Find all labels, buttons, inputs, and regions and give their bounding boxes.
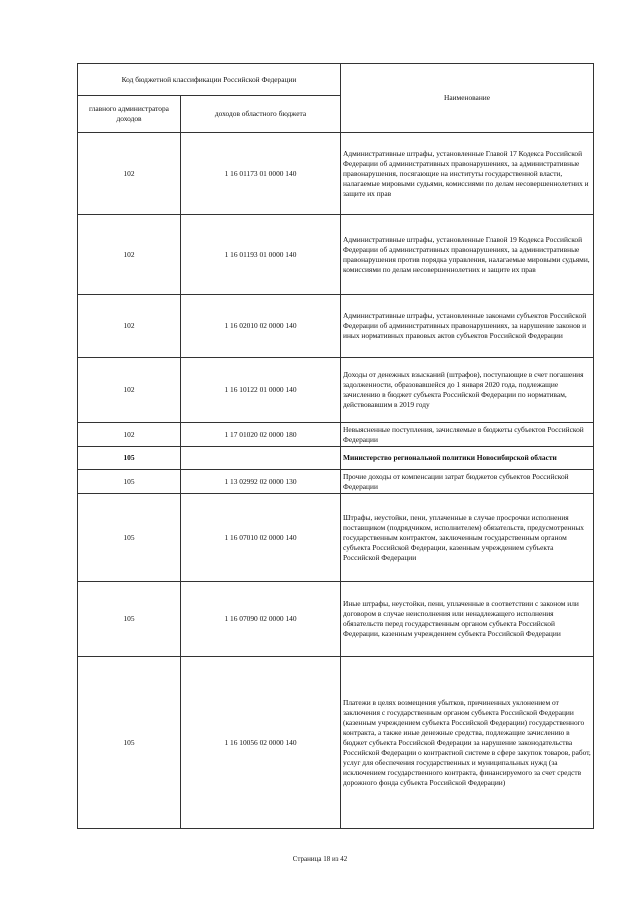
table-row — [78, 358, 594, 423]
table-row — [78, 657, 594, 829]
income-code-cell: 1 16 07090 02 0000 140 — [181, 582, 341, 657]
table-row — [78, 494, 594, 582]
name-cell: Административные штрафы, установленные законами субъектов Российской Федерации об административных правонарушениях, за нарушение законов и иных нормативных правовых актов субъектов Российской Федерации — [341, 295, 594, 358]
name-cell: Административные штрафы, установленные Главой 17 Кодекса Российской Федерации об административных правонарушениях, за административные правонарушения, посягающие на институты государственной власти, налагаемые мировыми судьями, комиссиями по делам несовершеннолетних и защите их прав — [341, 133, 594, 215]
income-code-cell: 1 16 07010 02 0000 140 — [181, 494, 341, 582]
income-code-cell: 1 16 01193 01 0000 140 — [181, 215, 341, 295]
table-body — [78, 64, 594, 829]
name-cell: Невыясненные поступления, зачисляемые в бюджеты субъектов Российской Федерации — [341, 423, 594, 447]
admin-code-cell: 105 — [78, 657, 181, 829]
table-row — [78, 295, 594, 358]
admin-code-cell: 102 — [78, 295, 181, 358]
name-cell: Прочие доходы от компенсации затрат бюджетов субъектов Российской Федерации — [341, 470, 594, 494]
income-code-cell: 1 16 02010 02 0000 140 — [181, 295, 341, 358]
income-code-cell: 1 16 10122 01 0000 140 — [181, 358, 341, 423]
name-cell: Платежи в целях возмещения убытков, причиненных уклонением от заключения с государственным органом субъекта Российской Федерации (казенным учреждением субъекта Российской Федерации) государственного контракта, а также иные денежные средства, подлежащие зачислению в бюджет субъекта Российской Федерации за нарушение законодательства Российской Федерации о контрактной системе в сфере закупок товаров, работ, услуг для обеспечения государственных и муниципальных нужд (за исключением государственного контракта, финансируемого за счет средств дорожного фонда субъекта Российской Федерации) — [341, 657, 594, 829]
admin-code-cell: 102 — [78, 133, 181, 215]
table-row — [78, 582, 594, 657]
table-row — [78, 423, 594, 447]
admin-code-cell: 102 — [78, 215, 181, 295]
name-cell: Административные штрафы, установленные Главой 19 Кодекса Российской Федерации об административных правонарушениях, за административные правонарушения против порядка управления, налагаемые мировыми судьями, комиссиями по делам несовершеннолетних и защите их прав — [341, 215, 594, 295]
header-income: доходов областного бюджета — [181, 96, 341, 133]
budget-classification-table — [77, 63, 594, 829]
admin-code-cell: 105 — [78, 447, 181, 470]
income-code-cell — [181, 447, 341, 470]
page-footer: Страница 18 из 42 — [292, 855, 348, 863]
table-row — [78, 470, 594, 494]
header-code-group: Код бюджетной классификации Российской Федерации — [78, 64, 341, 96]
admin-code-cell: 105 — [78, 494, 181, 582]
income-code-cell: 1 16 01173 01 0000 140 — [181, 133, 341, 215]
admin-code-cell: 105 — [78, 470, 181, 494]
admin-code-cell: 102 — [78, 358, 181, 423]
admin-code-cell: 102 — [78, 423, 181, 447]
name-cell: Доходы от денежных взысканий (штрафов), поступающие в счет погашения задолженности, образовавшейся до 1 января 2020 года, подлежащие зачислению в бюджет субъекта Российской Федерации по нормативам, действовавшим в 2019 году — [341, 358, 594, 423]
name-cell: Штрафы, неустойки, пени, уплаченные в случае просрочки исполнения поставщиком (подрядчиком, исполнителем) обязательств, предусмотренных государственным контрактом, заключенным государственным органом субъекта Российской Федерации, казенным учреждением субъекта Российской Федерации — [341, 494, 594, 582]
header-admin: главного администратора доходов — [78, 96, 181, 133]
header-row-top — [78, 64, 594, 96]
income-code-cell: 1 17 01020 02 0000 180 — [181, 423, 341, 447]
name-cell: Министерство региональной политики Новосибирской области — [341, 447, 594, 470]
income-code-cell: 1 13 02992 02 0000 130 — [181, 470, 341, 494]
table-row — [78, 133, 594, 215]
header-name: Наименование — [341, 64, 594, 133]
table-row — [78, 447, 594, 470]
admin-code-cell: 105 — [78, 582, 181, 657]
income-code-cell: 1 16 10056 02 0000 140 — [181, 657, 341, 829]
table-row — [78, 215, 594, 295]
name-cell: Иные штрафы, неустойки, пени, уплаченные в соответствии с законом или договором в случае неисполнения или ненадлежащего исполнения обязательств перед государственным органом субъекта Российской Федерации, казенным учреждением субъекта Российской Федерации — [341, 582, 594, 657]
